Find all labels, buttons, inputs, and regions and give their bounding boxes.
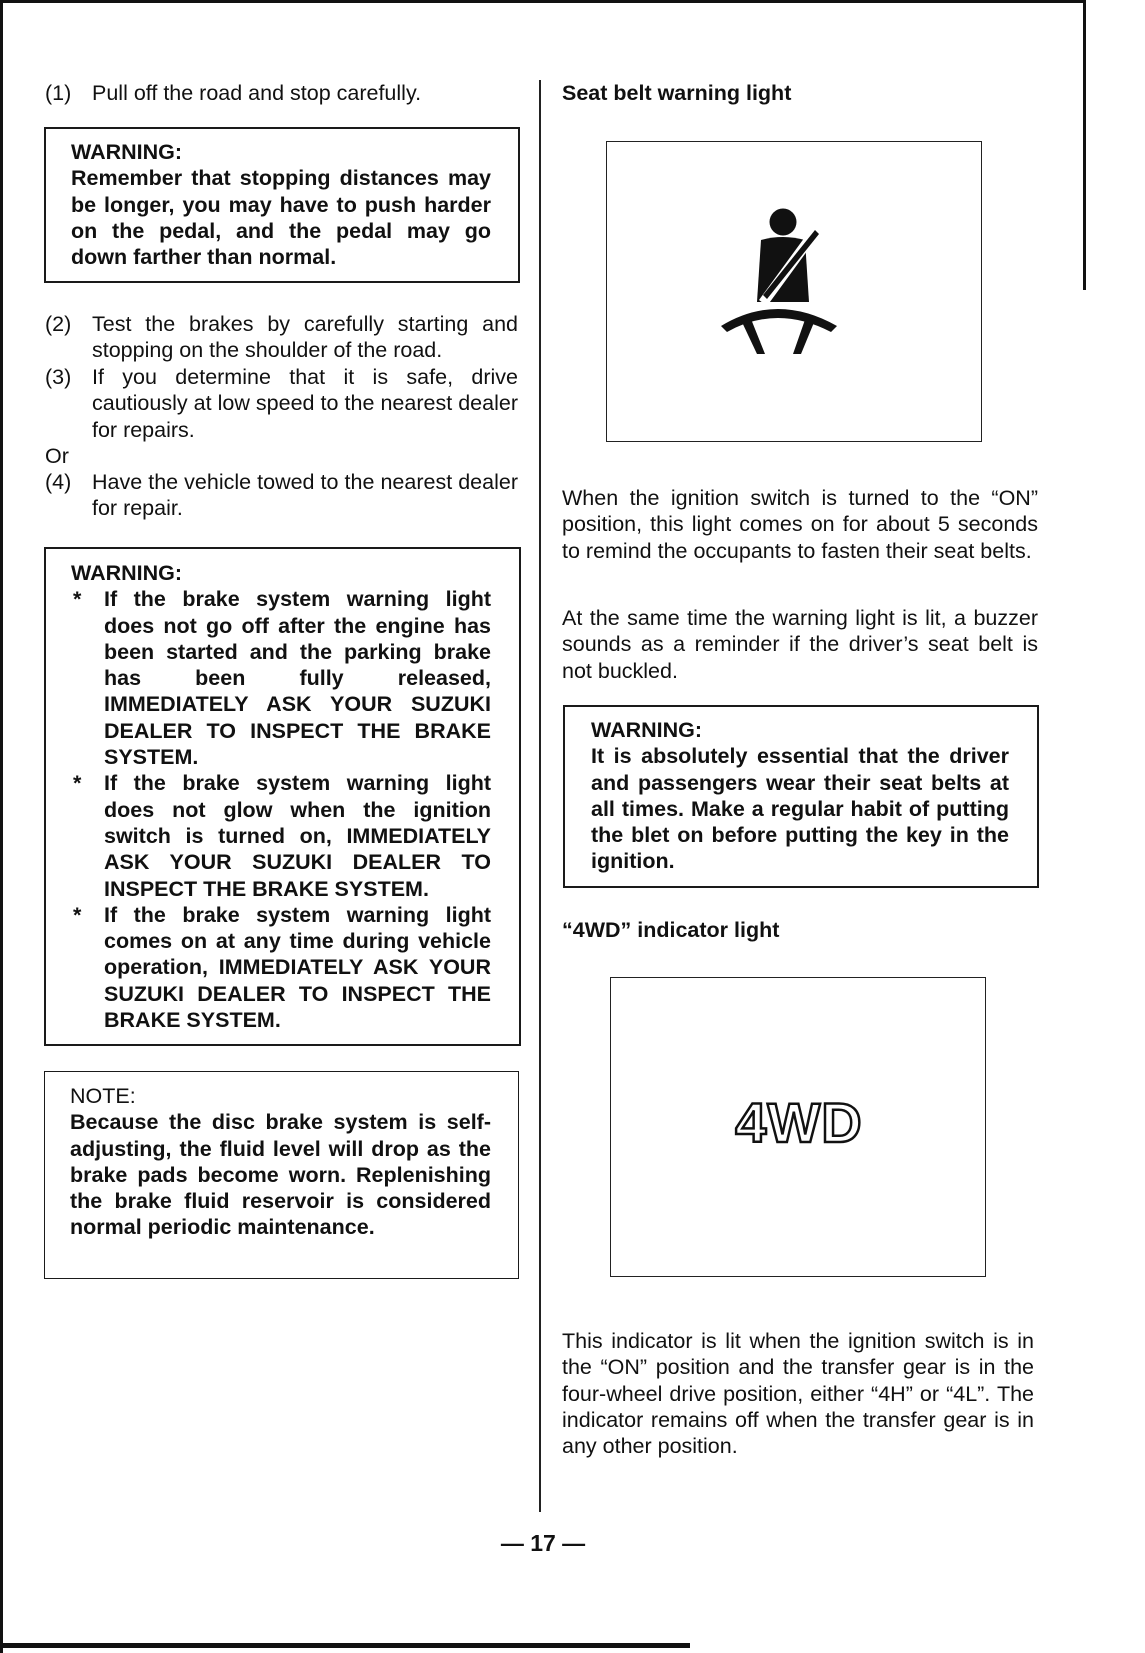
step-3 <box>45 364 518 443</box>
seatbelt-heading: Seat belt warning light <box>562 81 792 105</box>
seatbelt-paragraph-1: When the ignition switch is turned to the “ON” position, this light comes on for about 5 seconds to remind the occupants to fasten their seat belts. <box>562 486 1038 563</box>
seatbelt-icon <box>607 142 983 443</box>
warning-bullet-list <box>71 586 491 1033</box>
4wd-icon-label: 4WD <box>735 1091 863 1154</box>
warning-text: Remember that stopping distances may be longer, you may have to push harder on the pedal, and the pedal may go down farther than normal. <box>71 166 491 270</box>
warning-heading: WARNING: <box>71 140 183 164</box>
page-edge-bottom <box>0 1643 690 1648</box>
step-2 <box>45 311 518 364</box>
bullet-asterisk: * <box>73 771 82 796</box>
warning-bullet-item <box>71 902 491 1033</box>
bullet-text: If the brake system warning light does not glow when the ignition switch is turned on, IMMEDIATELY ASK YOUR SUZUKI DEALER TO INSPECT THE BRAKE SYSTEM. <box>104 771 491 901</box>
warning-box-brake-system <box>44 547 521 1046</box>
or-text: Or <box>45 444 69 468</box>
warning-heading: WARNING: <box>591 718 703 742</box>
seatbelt-figure <box>606 141 982 442</box>
note-heading: NOTE: <box>70 1084 136 1108</box>
page-edge-right <box>1083 0 1086 290</box>
bullet-asterisk: * <box>73 587 82 612</box>
bullet-text: If the brake system warning light does not go off after the engine has been started and the parking brake has been fully released, IMMEDIATELY ASK YOUR SUZUKI DEALER TO INSPECT THE BRAKE SYSTEM. <box>104 587 491 770</box>
4wd-heading: “4WD” indicator light <box>562 918 780 942</box>
seatbelt-paragraph-2: At the same time the warning light is lit, a buzzer sounds as a reminder if the driver’s seat belt is not buckled. <box>562 606 1038 683</box>
page-number: — 17 — <box>500 1530 586 1556</box>
step-2-number: (2) <box>45 312 72 336</box>
step-4-text: Have the vehicle towed to the nearest dealer for repair. <box>92 470 518 521</box>
warning-bullet-item <box>71 586 491 770</box>
note-text: Because the disc brake system is self-adjusting, the fluid level will drop as the brake pads become worn. Replenishing the brake fluid reservoir is considered normal periodic maintenance. <box>70 1110 491 1240</box>
step-4-number: (4) <box>45 470 72 494</box>
warning-text: It is absolutely essential that the driver and passengers wear their seat belts at all times. Make a regular habit of putting the blet on before putting the key in the ignition. <box>591 744 1009 874</box>
step-1-text: Pull off the road and stop carefully. <box>92 81 422 105</box>
warning-heading: WARNING: <box>71 561 183 585</box>
page-edge-left <box>0 0 3 1653</box>
step-3-text: If you determine that it is safe, drive cautiously at low speed to the nearest dealer for repairs. <box>92 365 518 442</box>
column-divider <box>539 80 541 1512</box>
note-box <box>44 1071 519 1279</box>
4wd-paragraph: This indicator is lit when the ignition switch is in the “ON” position and the transfer gear is in the four-wheel drive position, either “4H” or “4L”. The indicator remains off when the transfer gear is in any other position. <box>562 1329 1034 1459</box>
warning-box-seatbelt <box>563 705 1039 888</box>
bullet-text: If the brake system warning light comes on at any time during vehicle operation, IMMEDIATELY ASK YOUR SUZUKI DEALER TO INSPECT THE BRAKE SYSTEM. <box>104 902 491 1033</box>
warning-bullet-item <box>71 770 491 901</box>
warning-box-brake-pedal <box>44 127 520 283</box>
step-4 <box>45 469 518 522</box>
step-2-text: Test the brakes by carefully starting and stopping on the shoulder of the road. <box>92 312 518 363</box>
bullet-asterisk: * <box>73 902 82 927</box>
4wd-icon <box>611 978 987 1278</box>
step-1-number: (1) <box>45 81 72 105</box>
page-edge-top <box>0 0 1086 3</box>
step-1 <box>45 80 518 106</box>
4wd-figure <box>610 977 986 1277</box>
step-3-number: (3) <box>45 365 72 389</box>
